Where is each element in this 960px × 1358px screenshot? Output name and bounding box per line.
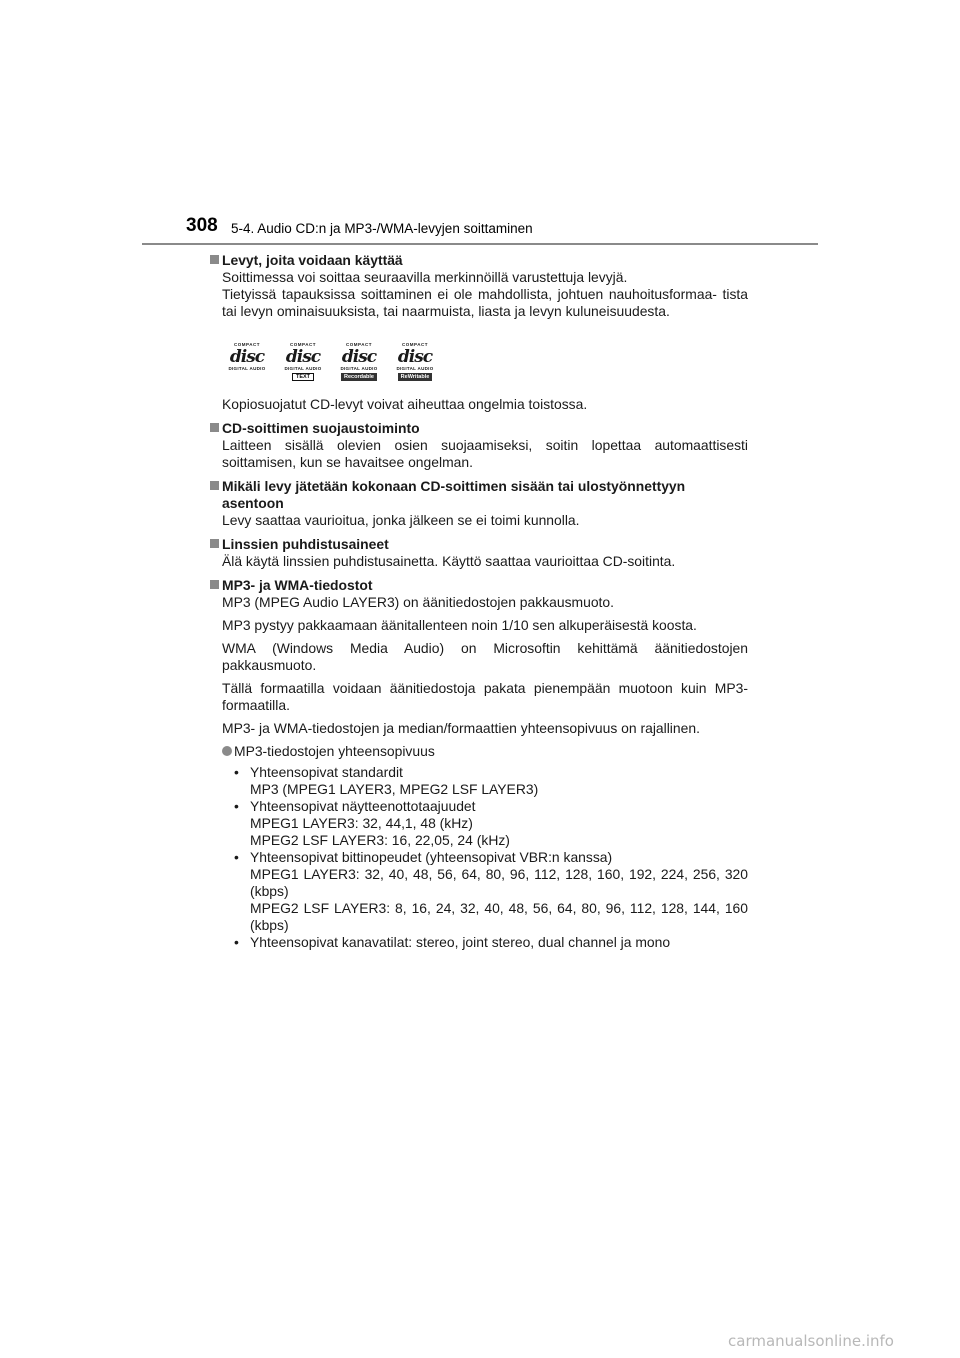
compact-disc-logo-icon: COMPACT disc DIGITAL AUDIO (228, 342, 266, 371)
section-paragraph: MP3 pystyy pakkaamaan äänitallenteen noin 1/10 sen alkuperäisestä koosta. (222, 617, 697, 633)
watermark-link[interactable]: carmanualsonline.info (728, 1332, 894, 1350)
bullet-dot-icon: • (234, 849, 239, 865)
section-title: Mikäli levy jätetään kokonaan CD-soittimen sisään tai ulostyönnettyyn asentoon (222, 478, 686, 511)
section-paragraph: MP3 (MPEG Audio LAYER3) on äänitiedostojen pakkausmuoto. (222, 594, 614, 610)
list-item: • Yhteensopivat standardit MP3 (MPEG1 LAYER3, MPEG2 LSF LAYER3) (234, 764, 539, 797)
section-title: Levyt, joita voidaan käyttää (222, 252, 403, 268)
circle-bullet-icon (222, 746, 232, 756)
section-mp3-wma-files (210, 577, 748, 951)
page-number: 308 (186, 215, 218, 236)
section-paragraph: Soittimessa voi soittaa seuraavilla merkinnöillä varustettuja levyjä. (222, 269, 628, 285)
bullet-dot-icon: • (234, 798, 239, 814)
section-lens-cleaners (210, 536, 748, 570)
chapter-title: 5-4. Audio CD:n ja MP3-/WMA-levyjen soittaminen (231, 221, 533, 236)
square-bullet-icon (210, 580, 219, 589)
compact-disc-rewritable-logo-icon: COMPACT disc DIGITAL AUDIO ReWritable (396, 342, 434, 380)
section-title: CD-soittimen suojaustoiminto (222, 420, 420, 436)
page-content (210, 252, 748, 958)
section-paragraph: MP3- ja WMA-tiedostojen ja median/formaattien yhteensopivuus on rajallinen. (222, 720, 700, 736)
square-bullet-icon (210, 255, 219, 264)
section-cd-protection (210, 420, 748, 471)
compact-disc-text-logo-icon: COMPACT disc DIGITAL AUDIO TEXT (284, 342, 322, 380)
sub-heading (222, 743, 748, 760)
bullet-dot-icon: • (234, 934, 239, 950)
section-usable-discs (210, 252, 748, 413)
bullet-dot-icon: • (234, 764, 239, 780)
section-disc-left-in-player (210, 478, 748, 529)
square-bullet-icon (210, 539, 219, 548)
disc-logo-row (222, 342, 748, 382)
list-item: • Yhteensopivat näytteenottotaajuudet MPEG1 LAYER3: 32, 44,1, 48 (kHz) MPEG2 LSF LAYER3: 16, 22,05, 24 (kHz) (234, 798, 510, 848)
list-item: • Yhteensopivat bittinopeudet (yhteensopivat VBR:n kanssa) MPEG1 LAYER3: 32, 40, 48, 56, 64, 80, 96, 112, 128, 160, 192, 224, 256, 320 (kbps) MPEG2 LSF LAYER3: 8, 16, 24, 32, 40, 48, 56, 64, 80, 96, 112, 128, 144, 160 (kbps) (234, 849, 748, 933)
section-paragraph: Kopiosuojatut CD-levyt voivat aiheuttaa ongelmia toistossa. (222, 396, 588, 412)
square-bullet-icon (210, 481, 219, 490)
compact-disc-recordable-logo-icon: COMPACT disc DIGITAL AUDIO Recordable (340, 342, 378, 380)
list-item: • Yhteensopivat kanavatilat: stereo, joint stereo, dual channel ja mono (234, 934, 671, 950)
section-title: MP3- ja WMA-tiedostot (222, 577, 373, 593)
section-paragraph: Tällä formaatilla voidaan äänitiedostoja pakata pienempään muotoon kuin MP3-formaatilla. (222, 680, 748, 713)
section-paragraph: Laitteen sisällä olevien osien suojaamiseksi, soitin lopettaa automaattisesti soittamisen, kun se havaitsee ongelman. (222, 437, 748, 470)
section-title: Linssien puhdistusaineet (222, 536, 389, 552)
sub-heading-text: MP3-tiedostojen yhteensopivuus (234, 743, 435, 759)
header-divider (142, 243, 818, 245)
section-paragraph: WMA (Windows Media Audio) on Microsoftin kehittämä äänitiedostojen pakkausmuoto. (222, 640, 748, 673)
section-paragraph: Tietyissä tapauksissa soittaminen ei ole mahdollista, johtuen nauhoitusformaa- tista tai levyn ominaisuuksista, tai naarmuista, liasta ja levyn kuluneisuudesta. (222, 286, 748, 319)
section-paragraph: Älä käytä linssien puhdistusainetta. Käyttö saattaa vaurioittaa CD-soitinta. (222, 553, 676, 569)
section-paragraph: Levy saattaa vaurioitua, jonka jälkeen se ei toimi kunnolla. (222, 512, 580, 528)
compatibility-list (222, 764, 748, 951)
square-bullet-icon (210, 423, 219, 432)
